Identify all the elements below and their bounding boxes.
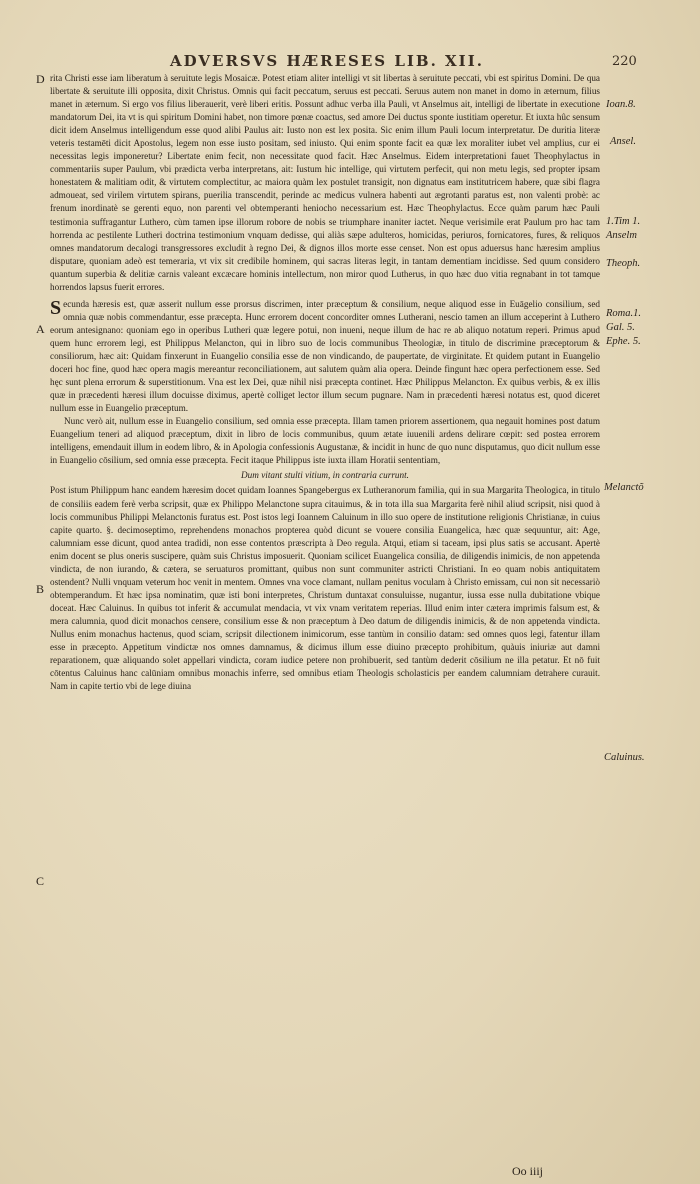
margin-note-gal: Gal. 5. xyxy=(606,322,635,333)
section-letter-b: B xyxy=(36,582,45,596)
folio-number: 220 xyxy=(612,54,637,69)
horace-verse: Dum vitant stulti vitium, in contraria currunt. xyxy=(241,470,409,481)
margin-note-anselm: Anselm xyxy=(606,230,637,241)
margin-note-roma: Roma.1. xyxy=(606,308,641,319)
section-letter-c: C xyxy=(36,874,45,888)
paragraph-1: rita Christi esse iam liberatum à seruitute legis Mosaicæ. Potest etiam aliter intelligi vt sit libertas à seruitute peccati, vbi est spiritus Domini. De qua libertate & seruitute illi opposita, dixit Christus. Omnis qui facit peccatum, seruus est peccati. Seruus autem non manet in domo in æternum, filius manet in æternum. Si ergo vos filius liberauerit, verè liberi eritis. Possunt adhuc verba illa Pauli, vt Anselmus ait, intelligi de libertate in executione mandatorum Dei, ita vt is qui spiritum Domini habet, non timore pœnæ coactus, sed amore Dei ductus sponte iustitiam operetur. Et iuxta hûc sensum dicit idem Anselmus intelligendum esse quod alibi Paulus ait: Iusto non est lex posita. Sic enim illum Pauli locum interpretatur. De duritia literæ veteris testamēti dicit Apostolus, legem non esse iusto positam, sed iniusto. Qui enim sponte facit ea quæ lex moraliter iubet vel amplius, cur ei necessitas legis imponeretur? Libertate enim fecit, non necessitate quod facit. Hæc Anselmus. Eidem interpretationi fauet Theophylactus in commentariis super Paulum, vbi prædicta verba interpretans, ait: Iustum hic intellige, qui virtutem perfecit, qui non metu legis, sed propter ipsam honestatem & malitiam odit, & virtutem complectitur, ac maiora quàm lex postulet transigit, non dignatus eam institutricem habere, quæ sibi flagra admoueat, sed virilem virtutem spirans, puerilia transcendit, perinde ac medicus vulnera habenti aut ægrotanti paratus est, non valenti probè: ac frenum inordinatè se gerenti equo, non parenti vel obtemperanti heniocho necessarium est. Hæc Theophylactus. Ecce quàm parum hæc Pauli testimonia suffragantur Luthero, cùm tamen ipse illorum robore de nobis se triumphare inaniter iactet. Neque verisimile erat Paulum pro hac tam horrenda ac pestilente Lutheri doctrina testimonium vnquam dedisse, qui aliàs sæpe adulteros, homicidas, periuros, fornicatores, fures, & reliquos omnes mandatorum decalogi transgressores excludit à regno Dei, & dignos illos morte esse censet. Non est opus aduersus hanc hæresim amplius disputare, quoniam adeò est temeraria, vt vix sit credibile hominem, qui sacras literas legit, in tantam dementiam incidisse. Sed quum considero quantum superbia & delitiæ carnis valeant excæcare hominis intellectum, non miror quod Lutherus, in quo hæc duo vitia regnabant in tot tamque horrendos lapsus fuerit errores. xyxy=(50,73,600,292)
margin-note-ephe: Ephe. 5. xyxy=(606,336,641,347)
running-head: ADVERSVS HÆRESES LIB. XII. xyxy=(170,52,484,70)
margin-note-melancto: Melanctõ xyxy=(604,482,644,493)
paragraph-2-text: ecunda hæresis est, quæ asserit nullum esse prorsus discrimen, inter præceptum & consilium, neque aliquod esse in Euāgelio consilium, sed omnia quæ nobis commendantur, esse præcepta. Hunc errorem docent concorditer omnes Lutherani, nescio tamen an illum acceperint à Luthero eorum antesignano: quoniam ego in operibus Lutheri quæ legere potui, non inueni, neque illum de hac re ab aliquo notatum reperi. Primus apud quem hunc errorem legi, est Philippus Melancton, qui in libro suo de locis communibus Theologiæ, in titulo de discrimine præceptorum & consiliorum, hæc ait: Quidam finxerunt in Euangelio consilia esse de non vindicando, de paupertate, de virginitate. Et quidem putant in Euangelio doceri hoc fine, quod hæc opera magis mereantur reconciliationem, aut salutem quàm alia opera. Deinde fingunt hæc opera perfectionem esse. Sed hęc sunt plena errorum & superstitionum. Vna est lex Dei, quæ nihil nisi præcepta continet. Hæc Philippus Melancton. Ex quibus verbis, & ex illis quæ in præcedenti hæresi illum docuisse diximus, apertè colliget lector illum secum pugnare. Nam in præcedenti hæresi notatus est, quod diceret nullum esse in Euangelio præceptum. xyxy=(50,298,600,414)
margin-note-tim: 1.Tim 1. xyxy=(606,216,641,227)
main-text xyxy=(50,72,600,693)
drop-cap: S xyxy=(50,296,62,319)
section-letter-d: D xyxy=(36,72,45,86)
signature-mark: Oo iiij xyxy=(512,1164,544,1178)
section-letter-a: A xyxy=(36,322,45,336)
margin-note-ansel: Ansel. xyxy=(610,136,636,147)
paragraph-4: Post istum Philippum hanc eandem hæresim docet quidam Ioannes Spangebergus ex Lutheranorum familia, qui in sua Margarita Theologica, in titulo de consiliis eadem ferè verba scripsit, quæ ex Philippo Melanctone supra citauimus, & in tota illa sua Margarita ferè nihil aliud scripsit, nisi quod à locis communibus Philippi Melanctonis furatus est. Post istos legi Ioannem Caluinum in illo suo opere de institutione religionis Christianæ, in cuius capite quarto. §. decimoseptimo, reprehendens monachos propterea quòd dicunt se vouere consilia Euangelica, hæc quæ sequuntur, ait: Age, calumniam esse dicunt, quod antea tradidi, non esse contentos præscripta à Deo regula. Atqui, etiam si taceam, ipsi plus satis se accusant. Apertè enim docent se plus oneris suscipere, quàm suis Christus imposuerit. Quoniam scilicet Euangelica consilia, de diligendis inimicis, de non appetenda vindicta, de non iurando, & cætera, se seruaturos promittant, quibus non sunt communiter astricti Christiani. In eo quam nobis antiquitatem ostendent? Nulli vnquam veterum hoc venit in mentem. Omnes vna voce clamant, nullam penitus voculam à Christo emissam, cui non sit necessariò obtemperandum. Et hæc ipsa nominatim, quæ isti boni interpretes, Christum duntaxat consuluisse, nugantur, iussa esse nulla dubitatione vbique doceat. Hæc Caluinus. In quibus tot inferit & accumulat mendacia, vt vix vnam veritatem reperias. Illud enim inter cætera imprimis falsum est, & mera calumnia, quod dicit monachos censere, consilium esse & non præceptum à Deo datum de diligendis inimicis, & de non appetenda vindicta. Nullus enim monachus hactenus, quod sciam, scripsit dilectionem inimicorum, esse tantùm in consilio datam: sed omnes quos legi, fatentur illam esse in præcepto. Appetitum vindictæ nos omnes damnamus, & dicimus illum esse diuino præcepto prohibitum, quàuis iniuriæ aut damni reparationem, quæ aliquando solet appellari vindicta, coram iudice petere non prohibuerit, sed tantùm dederit cōsilium ne illa petatur. Et nō fuit cōtentus Caluinus hanc calūniam omnibus monachis inferre, sed omnibus etiam Theologis scholasticis per eandem calumniam detrahere curauit. Nam in capite tertio vbi de lege diuina xyxy=(50,485,600,692)
paragraph-2 xyxy=(50,298,600,415)
margin-note-ioan: Ioan.8. xyxy=(606,99,636,110)
margin-note-theoph: Theoph. xyxy=(606,258,641,269)
margin-note-caluinus: Caluinus. xyxy=(604,752,645,763)
paragraph-3: Nunc verò ait, nullum esse in Euangelio consilium, sed omnia esse præcepta. Illam tamen priorem assertionem, qua negauit homines post datum Euangelium teneri ad aliquod præceptum, dixit in libro de locis communibus, quum ætate iuuenili ardens delirare cœpit: sed postea errorem intelligens, emendauit illum in eodem libro, & in Apologia confessionis Augustanæ, & incidit in hunc de quo nunc disputamus, quo dicit nullum esse in Euangelio cōsilium, sed omnia esse præcepta. Fecit itaque Philippus iste iuxta illam Horatii sententiam, xyxy=(50,416,600,466)
